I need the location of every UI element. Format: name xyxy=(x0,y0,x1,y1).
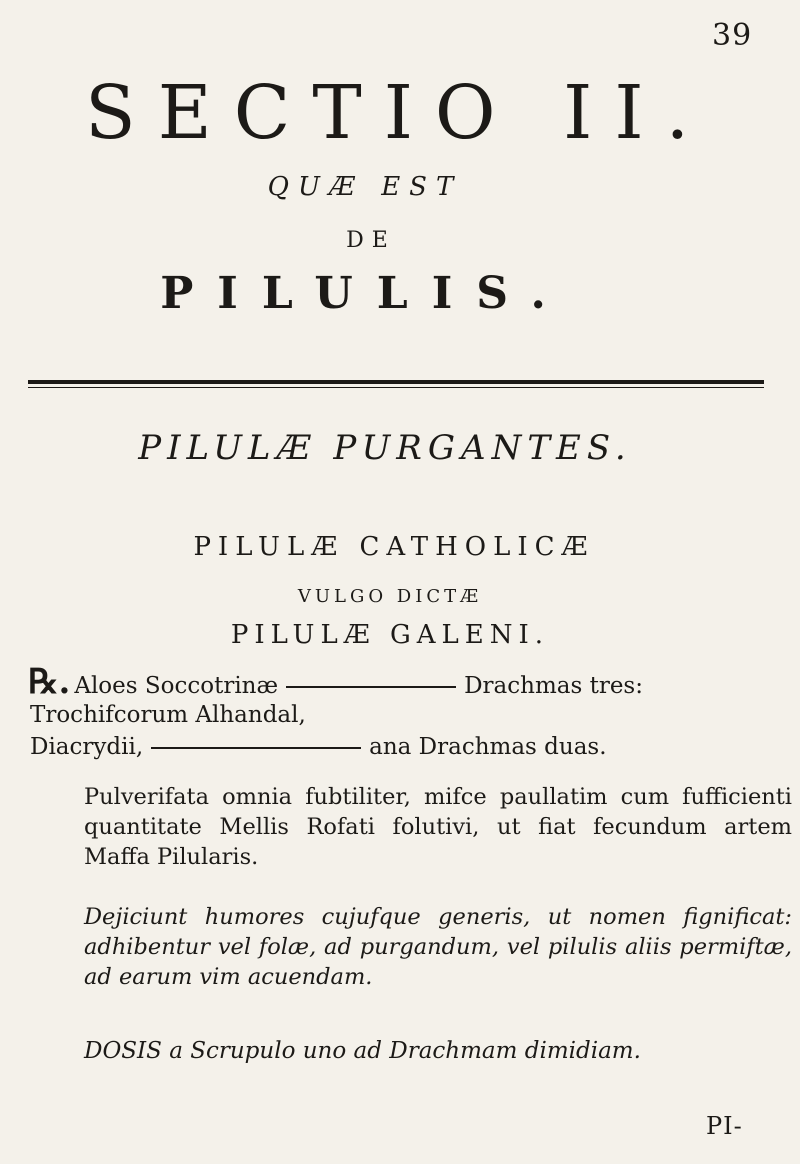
ingredient-3: Diacrydii, xyxy=(30,734,144,760)
page-number: 39 xyxy=(712,18,753,53)
recipe-title-line3: PILULÆ GALENI. xyxy=(230,620,550,650)
recipe-line-1 xyxy=(28,662,796,702)
section-heading: SECTIO II. xyxy=(85,70,712,156)
subheading-pilulis: PILULIS. xyxy=(160,268,570,319)
catchword: PI- xyxy=(706,1112,743,1140)
ingredient-1: Aloes Soccotrinæ xyxy=(74,673,279,699)
recipe-line-3 xyxy=(30,734,750,760)
amount-3: ana Drachmas duas. xyxy=(369,734,607,760)
recipe-line-2 xyxy=(30,702,750,728)
subheading-de: DE xyxy=(346,228,396,253)
amount-1: Drachmas tres: xyxy=(464,673,643,699)
recipe-title-line1: PILULÆ CATHOLICÆ xyxy=(193,532,595,562)
recipe-title-line2: VULGO DICTÆ xyxy=(297,586,483,607)
leader-line xyxy=(286,686,456,688)
double-rule-divider xyxy=(28,380,764,388)
ingredient-2: Trochifcorum Alhandal, xyxy=(30,702,306,728)
leader-line xyxy=(151,747,361,749)
dosis-line: DOSIS a Scrupulo uno ad Drachmam dimidiam. xyxy=(84,1038,641,1064)
preparation-paragraph: Pulverifata omnia fubtiliter, mifce paullatim cum fufficienti quantitate Mellis Rofati folutivi, ut fiat fecundum artem Maffa Pilularis. xyxy=(84,784,792,870)
recipe-symbol: ℞. xyxy=(28,662,71,702)
usage-paragraph: Dejiciunt humores cujufque generis, ut nomen fignificat: adhibentur vel folæ, ad purgandum, vel pilulis aliis permiftæ, ad earum vim acuendam. xyxy=(84,904,792,990)
section-title: PILULÆ PURGANTES. xyxy=(138,428,632,468)
subheading-quae-est: QUÆ EST xyxy=(267,172,463,202)
